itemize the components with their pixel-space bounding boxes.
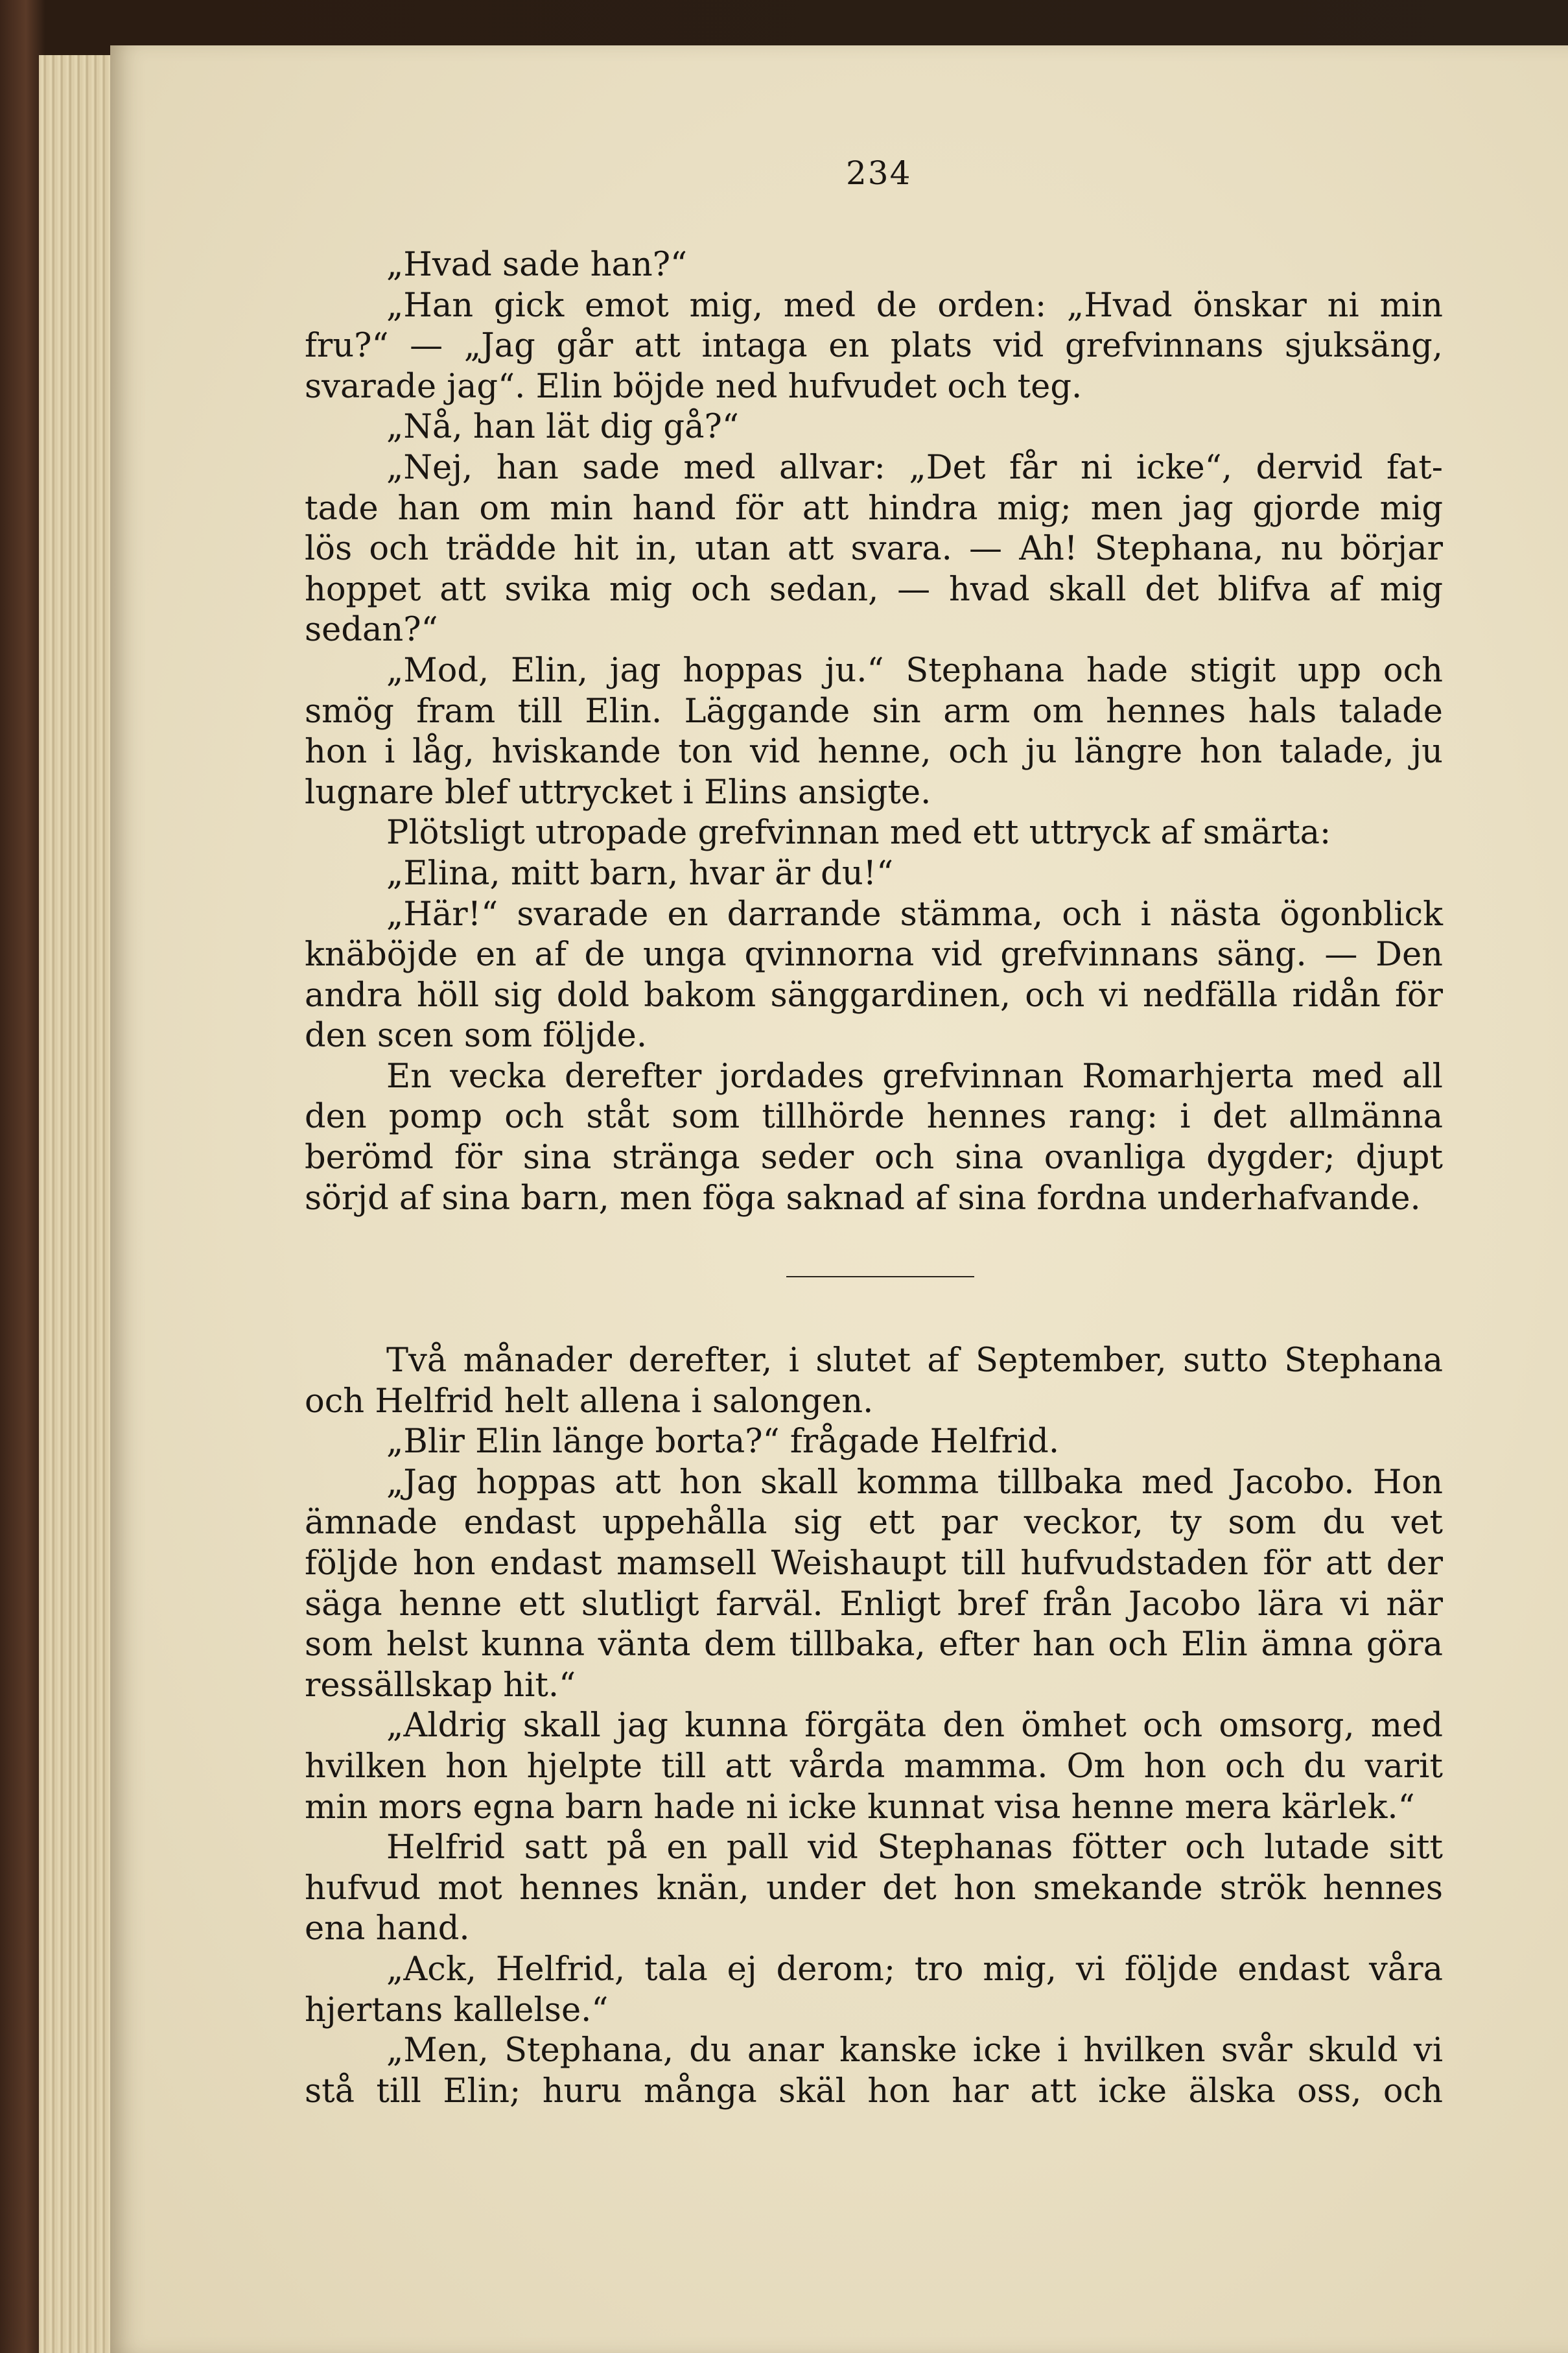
text-line: ämnade endast uppehålla sig ett par veckor, ty som du vet [305,1504,1443,1543]
body-text-section-1 [305,245,1443,1219]
text-line: lugnare blef uttrycket i Elins ansigte. [305,773,931,812]
text-line: smög fram till Elin. Läggande sin arm om hennes hals talade [305,692,1443,731]
text-line: hvilken hon hjelpte till att vårda mamma. Om hon och du varit [305,1747,1443,1786]
text-line: tade han om min hand för att hindra mig; men jag gjorde mig [305,489,1443,528]
page-number: 234 [846,154,912,192]
text-line: fru?“ — „Jag går att intaga en plats vid grefvinnans sjuksäng, [305,327,1443,366]
text-line: „Mod, Elin, jag hoppas ju.“ Stephana hade stigit upp och [386,651,1443,690]
text-line: knäböjde en af de unga qvinnorna vid grefvinnans säng. — Den [305,936,1443,975]
text-line: följde hon endast mamsell Weishaupt till hufvudstaden för att der [305,1544,1443,1583]
text-line: sedan?“ [305,611,438,650]
text-line: „Nå, han lät dig gå?“ [386,408,739,447]
text-line: lös och trädde hit in, utan att svara. — Ah! Stephana, nu börjar [305,530,1443,569]
text-line: hjertans kallelse.“ [305,1991,609,2029]
text-line: min mors egna barn hade ni icke kunnat visa henne mera kärlek.“ [305,1788,1415,1827]
section-divider [786,1276,974,1277]
text-line: ena hand. [305,1910,470,1948]
text-line: hon i låg, hviskande ton vid henne, och ju längre hon talade, ju [305,733,1443,772]
text-line: hoppet att svika mig och sedan, — hvad skall det blifva af mig [305,570,1443,609]
text-line: hufvud mot hennes knän, under det hon smekande strök hennes [305,1869,1443,1908]
text-line: „Men, Stephana, du anar kanske icke i hvilken svår skuld vi [386,2031,1443,2070]
text-line: som helst kunna vänta dem tillbaka, efter han och Elin ämna göra [305,1626,1443,1664]
text-line: „Här!“ svarade en darrande stämma, och i nästa ögonblick [386,895,1443,934]
text-line: Helfrid satt på en pall vid Stephanas fötter och lutade sitt [386,1828,1443,1867]
text-line: sörjd af sina barn, men föga saknad af sina fordna underhafvande. [305,1179,1421,1218]
text-line: „Jag hoppas att hon skall komma tillbaka med Jacobo. Hon [386,1463,1443,1502]
text-line: „Hvad sade han?“ [386,246,688,284]
text-line: „Aldrig skall jag kunna förgäta den ömhet och omsorg, med [386,1707,1443,1745]
text-line: och Helfrid helt allena i salongen. [305,1382,874,1421]
text-line: berömd för sina stränga seder och sina ovanliga dygder; djupt [305,1139,1443,1177]
text-line: säga henne ett slutligt farväl. Enligt bref från Jacobo lära vi när [305,1585,1443,1624]
text-line: ressällskap hit.“ [305,1666,576,1705]
body-text-section-2 [305,1341,1443,2112]
text-line: Plötsligt utropade grefvinnan med ett uttryck af smärta: [386,814,1331,853]
text-line: „Ack, Helfrid, tala ej derom; tro mig, vi följde endast våra [386,1950,1443,1989]
text-line: „Nej, han sade med allvar: „Det får ni icke“, dervid fat- [386,448,1443,487]
text-line: stå till Elin; huru många skäl hon har att icke älska oss, och [305,2072,1443,2111]
text-line: En vecka derefter jordades grefvinnan Romarhjerta med all [386,1057,1443,1096]
text-line: Två månader derefter, i slutet af September, sutto Stephana [386,1342,1443,1380]
text-line: den scen som följde. [305,1017,648,1056]
text-line: „Elina, mitt barn, hvar är du!“ [386,854,894,893]
text-line: „Blir Elin länge borta?“ frågade Helfrid. [386,1423,1060,1461]
text-line: andra höll sig dold bakom sänggardinen, och vi nedfälla ridån för [305,976,1443,1015]
text-line: „Han gick emot mig, med de orden: „Hvad önskar ni min [386,286,1443,325]
text-line: svarade jag“. Elin böjde ned hufvudet och teg. [305,367,1082,406]
text-line: den pomp och ståt som tillhörde hennes rang: i det allmänna [305,1098,1443,1137]
